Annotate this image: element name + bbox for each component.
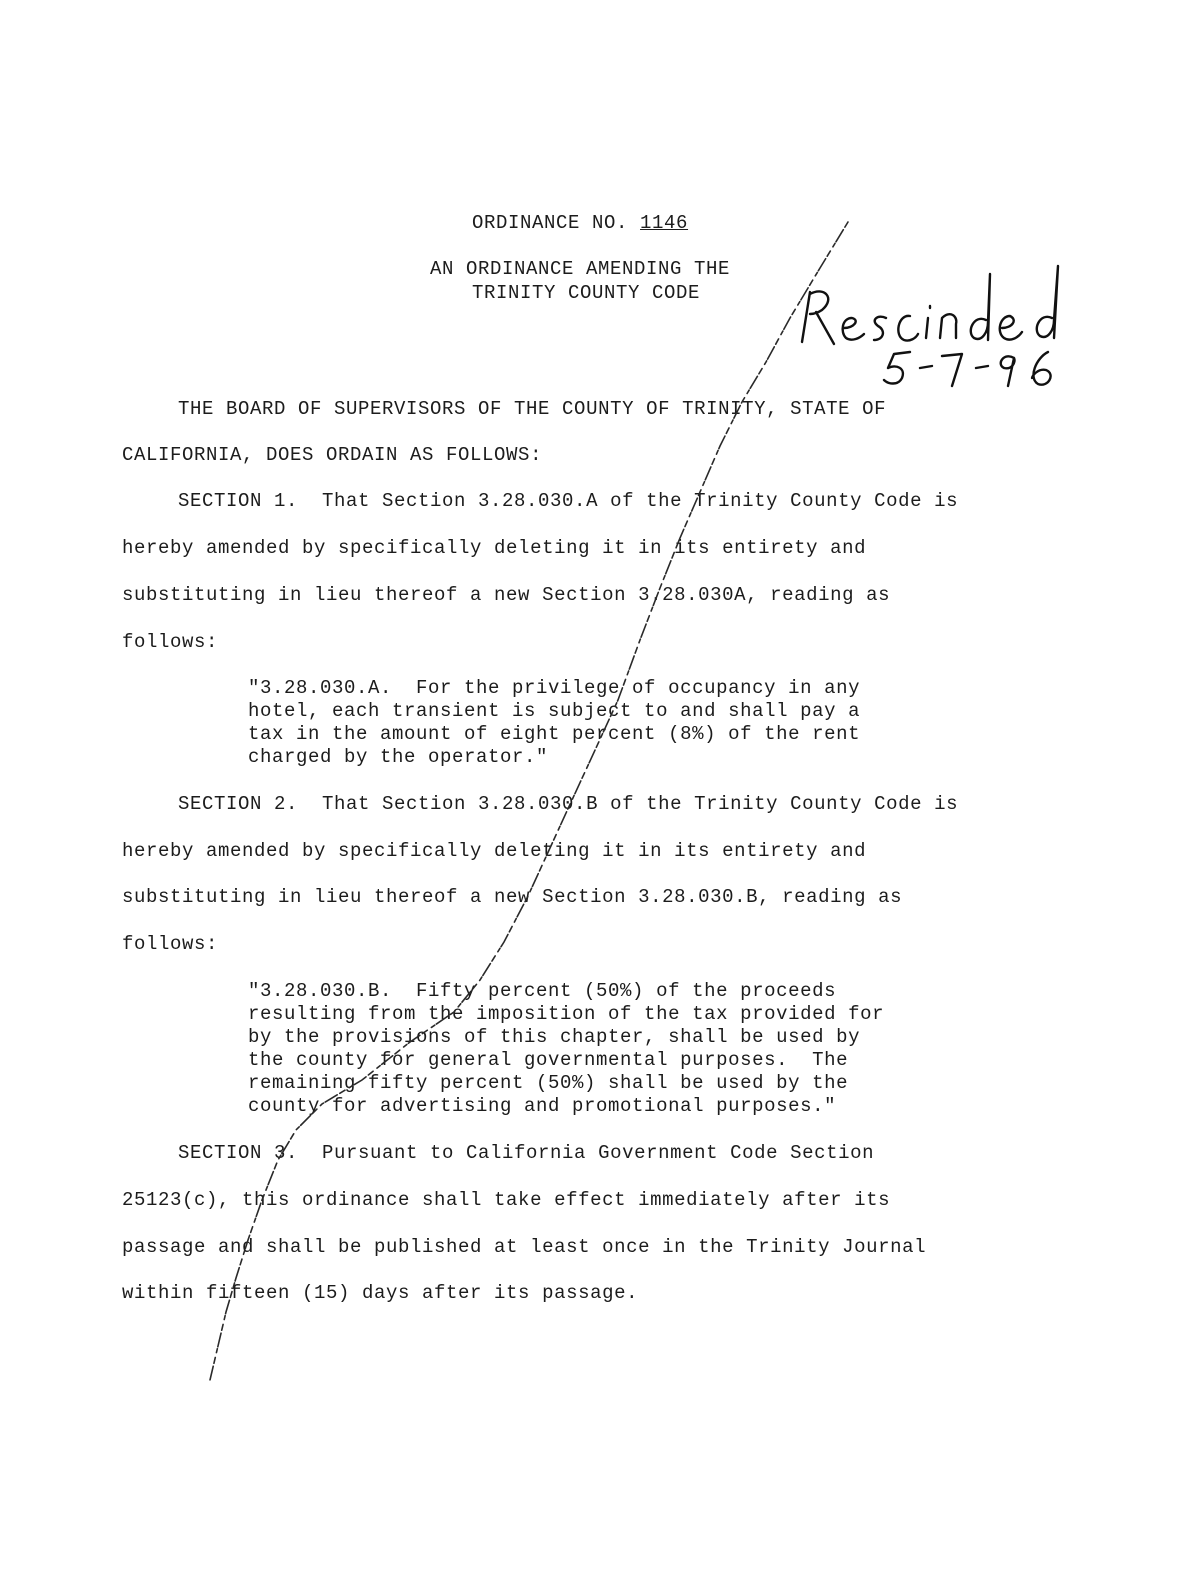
quote-2-line: "3.28.030.B. Fifty percent (50%) of the proceeds bbox=[248, 980, 837, 1002]
quote-1-line: "3.28.030.A. For the privilege of occupancy in any bbox=[248, 677, 861, 699]
section-1-line: substituting in lieu thereof a new Section 3.28.030A, reading as bbox=[122, 584, 891, 606]
section-3-line: SECTION 3. Pursuant to California Government Code Section bbox=[178, 1142, 875, 1164]
quote-2-line: remaining fifty percent (50%) shall be used by the bbox=[248, 1072, 849, 1094]
section-3-line: passage and shall be published at least once in the Trinity Journal bbox=[122, 1236, 927, 1258]
ordinance-subtitle-line-1: AN ORDINANCE AMENDING THE bbox=[430, 258, 731, 280]
ordinance-title bbox=[472, 212, 688, 234]
section-1-line: hereby amended by specifically deleting it in its entirety and bbox=[122, 537, 867, 559]
ordinance-subtitle-line-2: TRINITY COUNTY CODE bbox=[472, 282, 701, 304]
quote-2-line: county for advertising and promotional purposes." bbox=[248, 1095, 837, 1117]
quote-2-line: by the provisions of this chapter, shall be used by bbox=[248, 1026, 861, 1048]
section-2-line: hereby amended by specifically deleting it in its entirety and bbox=[122, 840, 867, 862]
quote-2-line: the county for general governmental purposes. The bbox=[248, 1049, 849, 1071]
section-3-line: within fifteen (15) days after its passage. bbox=[122, 1282, 639, 1304]
section-2-line: follows: bbox=[122, 933, 219, 955]
preamble-line: THE BOARD OF SUPERVISORS OF THE COUNTY OF TRINITY, STATE OF bbox=[178, 398, 887, 420]
section-2-line: substituting in lieu thereof a new Section 3.28.030.B, reading as bbox=[122, 886, 903, 908]
quote-2-line: resulting from the imposition of the tax provided for bbox=[248, 1003, 885, 1025]
section-2-line: SECTION 2. That Section 3.28.030.B of the Trinity County Code is bbox=[178, 793, 959, 815]
section-1-line: follows: bbox=[122, 631, 219, 653]
rescinded-handwriting bbox=[790, 262, 1080, 392]
quote-1-line: charged by the operator." bbox=[248, 746, 549, 768]
ordinance-number: 1146 bbox=[640, 212, 689, 234]
preamble-line: CALIFORNIA, DOES ORDAIN AS FOLLOWS: bbox=[122, 444, 543, 466]
quote-1-line: tax in the amount of eight percent (8%) of the rent bbox=[248, 723, 861, 745]
ordinance-title-prefix: ORDINANCE NO. bbox=[472, 212, 641, 234]
quote-1-line: hotel, each transient is subject to and shall pay a bbox=[248, 700, 861, 722]
section-3-line: 25123(c), this ordinance shall take effect immediately after its bbox=[122, 1189, 891, 1211]
section-1-line: SECTION 1. That Section 3.28.030.A of the Trinity County Code is bbox=[178, 490, 959, 512]
